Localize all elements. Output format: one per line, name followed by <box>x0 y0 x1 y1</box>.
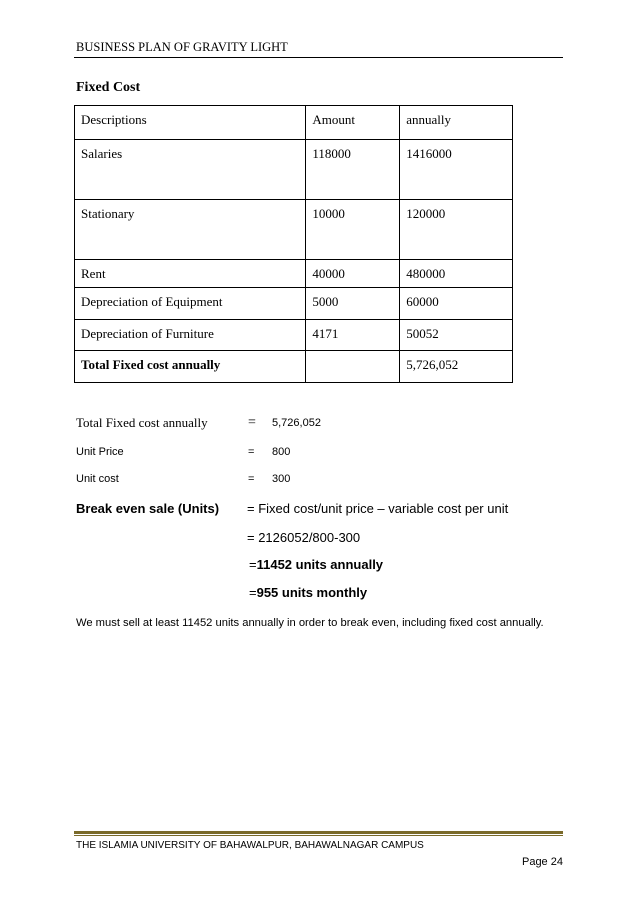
footer-institution: THE ISLAMIA UNIVERSITY OF BAHAWALPUR, BAHAWALNAGAR CAMPUS <box>76 840 424 851</box>
cell-description: Depreciation of Equipment <box>75 288 306 320</box>
cell-description: Salaries <box>75 140 306 200</box>
total-annually: 5,726,052 <box>400 351 513 383</box>
break-even-formula: = Fixed cost/unit price – variable cost per unit <box>247 501 509 516</box>
summary-value: 800 <box>272 446 291 458</box>
conclusion-paragraph: We must sell at least 11452 units annually in order to break even, including fixed cost annually. <box>76 617 544 629</box>
summary-equals: = <box>248 473 255 485</box>
break-even-label: Break even sale (Units) <box>76 501 220 516</box>
summary-unit-cost <box>76 473 376 489</box>
table-total-row <box>75 351 513 383</box>
cell-description: Rent <box>75 260 306 288</box>
cell-annually: 480000 <box>400 260 513 288</box>
running-header: BUSINESS PLAN OF GRAVITY LIGHT <box>76 40 288 54</box>
page-number <box>522 856 563 868</box>
summary-equals: = <box>248 415 256 430</box>
cell-annually: 120000 <box>400 200 513 260</box>
column-header: Descriptions <box>75 106 306 140</box>
total-amount <box>306 351 400 383</box>
page-label: Page <box>521 856 548 868</box>
page-value: 24 <box>550 856 563 868</box>
fixed-cost-table <box>74 105 513 383</box>
cell-amount: 10000 <box>306 200 400 260</box>
footer-rule <box>74 831 563 834</box>
annual-result: 11452 units annually <box>256 557 384 572</box>
table-row <box>75 200 513 260</box>
summary-value: 300 <box>272 473 291 485</box>
monthly-equals: = <box>249 585 257 600</box>
annual-equals: = <box>249 557 257 572</box>
monthly-result: 955 units monthly <box>256 585 368 600</box>
table-row <box>75 260 513 288</box>
break-even-calc: = 2126052/800-300 <box>247 530 361 545</box>
cell-amount: 40000 <box>306 260 400 288</box>
table-row <box>75 288 513 320</box>
footer-rule-thin <box>74 835 563 836</box>
cell-amount: 5000 <box>306 288 400 320</box>
total-label: Total Fixed cost annually <box>75 351 306 383</box>
cell-annually: 50052 <box>400 320 513 351</box>
cell-annually: 1416000 <box>400 140 513 200</box>
summary-label: Unit cost <box>76 473 119 485</box>
cell-amount: 4171 <box>306 320 400 351</box>
summary-total-fixed <box>76 415 376 433</box>
cell-description: Depreciation of Furniture <box>75 320 306 351</box>
section-title: Fixed Cost <box>76 80 141 95</box>
summary-value: 5,726,052 <box>272 417 321 429</box>
break-even-monthly <box>249 585 367 600</box>
column-header: annually <box>400 106 513 140</box>
cell-description: Stationary <box>75 200 306 260</box>
table-row <box>75 140 513 200</box>
summary-label: Unit Price <box>76 446 124 458</box>
cell-annually: 60000 <box>400 288 513 320</box>
table-header-row <box>75 106 513 140</box>
cell-amount: 118000 <box>306 140 400 200</box>
summary-equals: = <box>248 446 255 458</box>
table-row <box>75 320 513 351</box>
summary-label: Total Fixed cost annually <box>76 415 208 430</box>
header-rule <box>74 57 563 58</box>
summary-unit-price <box>76 446 376 462</box>
column-header: Amount <box>306 106 400 140</box>
break-even-annual <box>249 557 383 572</box>
